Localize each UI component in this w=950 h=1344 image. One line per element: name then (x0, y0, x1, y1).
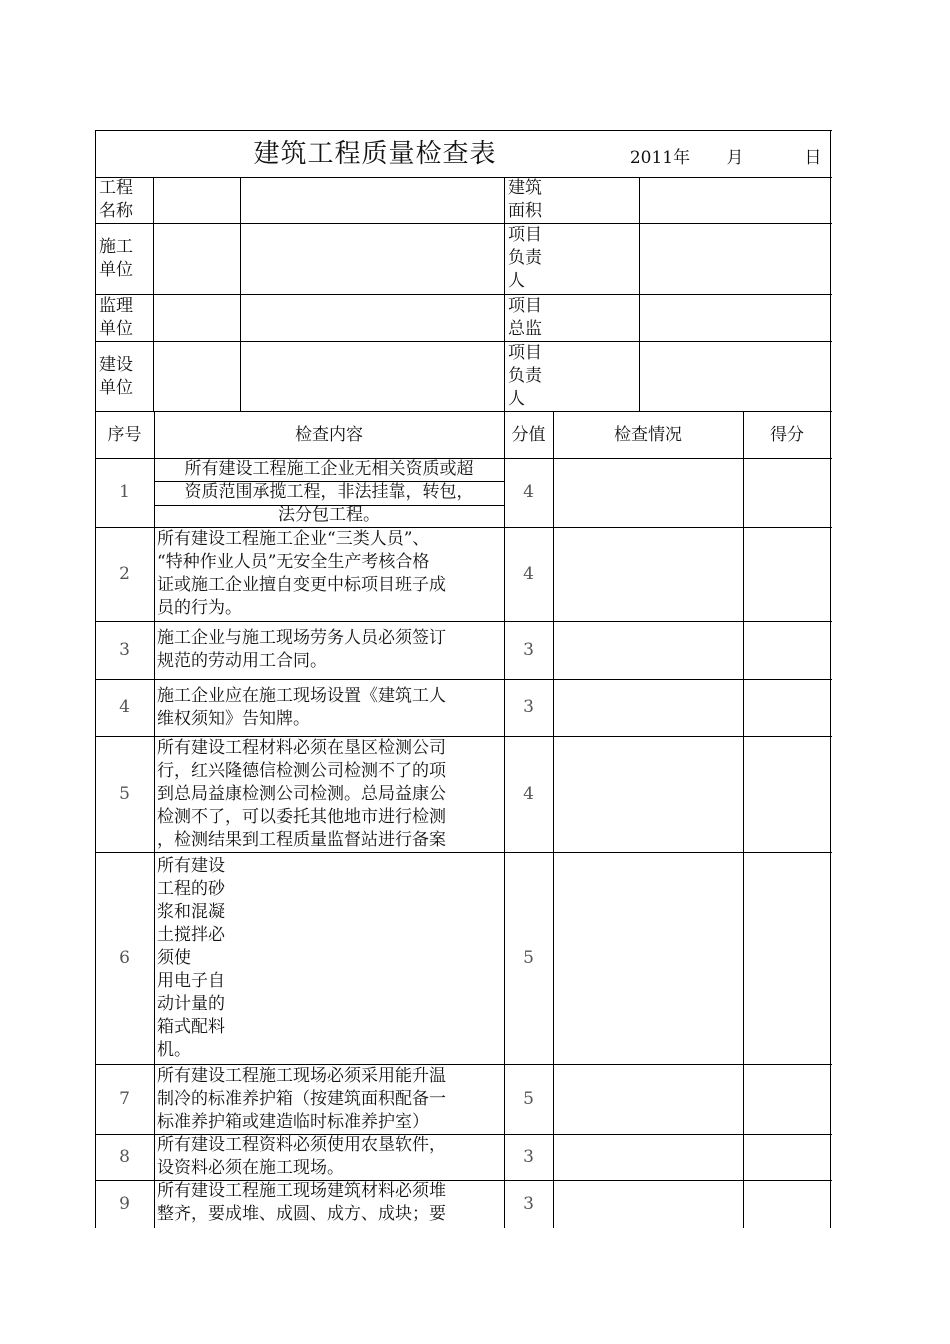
row-score: 5 (523, 947, 534, 968)
row-score: 3 (523, 697, 534, 717)
row-score: 3 (523, 1146, 534, 1167)
row-content: 施工企业应在施工现场设置《建筑工人 维权须知》告知牌。 (157, 685, 446, 729)
owner-manager-label: 项目 负责 人 (508, 343, 542, 409)
row-score: 4 (523, 563, 534, 584)
row-number: 5 (119, 783, 130, 804)
row-content: 所有建设 工程的砂 浆和混凝 土搅拌必 须使 用电子自 动计量的 箱式配料 机。 (157, 855, 225, 1060)
date-month: 月 (726, 147, 744, 168)
supervisor-unit-label: 监理 单位 (99, 296, 133, 339)
row-score: 3 (523, 1193, 534, 1214)
project-name-label: 工程 名称 (99, 178, 133, 221)
row-number: 4 (119, 697, 130, 717)
row-number: 9 (119, 1193, 130, 1214)
header-points: 得分 (770, 425, 804, 445)
row-content: 施工企业与施工现场劳务人员必须签订 规范的劳动用工合同。 (157, 628, 446, 671)
project-manager-label: 项目 负责 人 (508, 225, 542, 291)
header-status: 检查情况 (614, 425, 682, 445)
chief-supervisor-label: 项目 总监 (508, 296, 542, 339)
date-year: 2011年 (629, 147, 691, 168)
row-number: 1 (119, 482, 130, 502)
row-content: 所有建设工程材料必须在垦区检测公司 行，红兴隆德信检测公司检测不了的项 到总局益康检测公司检测。总局益康公 检测不了，可以委托其他地市进行检测 ，检测结果到工程质量监督站进行备案 (157, 737, 446, 850)
row-content: 所有建设工程施工企业“三类人员”、 “特种作业人员”无安全生产考核合格 证或施工企业擅自变更中标项目班子成 员的行为。 (157, 529, 446, 618)
row-number: 3 (119, 639, 130, 660)
row-score: 4 (523, 482, 534, 502)
row-content: 所有建设工程施工现场建筑材料必须堆 整齐，要成堆、成圆、成方、成块；要 (157, 1181, 446, 1224)
row-score: 3 (523, 639, 534, 660)
row-number: 2 (119, 563, 130, 584)
contractor-label: 施工 单位 (99, 237, 133, 280)
row-score: 5 (523, 1088, 534, 1109)
row-number: 7 (119, 1088, 130, 1109)
row-number: 6 (119, 947, 130, 968)
building-area-label: 建筑 面积 (508, 178, 542, 221)
inspection-sheet (95, 130, 831, 1228)
date-day: 日 (804, 147, 822, 168)
page-title: 建筑工程质量检查表 (253, 138, 497, 169)
row-score: 4 (523, 783, 534, 804)
header-content: 检查内容 (295, 425, 363, 445)
row-number: 8 (119, 1146, 130, 1167)
row-content: 所有建设工程资料必须使用农垦软件， 设资料必须在施工现场。 (157, 1135, 446, 1178)
header-no: 序号 (107, 425, 142, 445)
row-content: 所有建设工程施工现场必须采用能升温 制冷的标准养护箱（按建筑面积配备一 标准养护箱或建造临时标准养护室） (157, 1065, 446, 1132)
row-content: 所有建设工程施工企业无相关资质或超 资质范围承揽工程，非法挂靠，转包， 法分包工程。 (184, 459, 474, 525)
header-score: 分值 (511, 425, 546, 445)
owner-unit-label: 建设 单位 (99, 355, 133, 398)
